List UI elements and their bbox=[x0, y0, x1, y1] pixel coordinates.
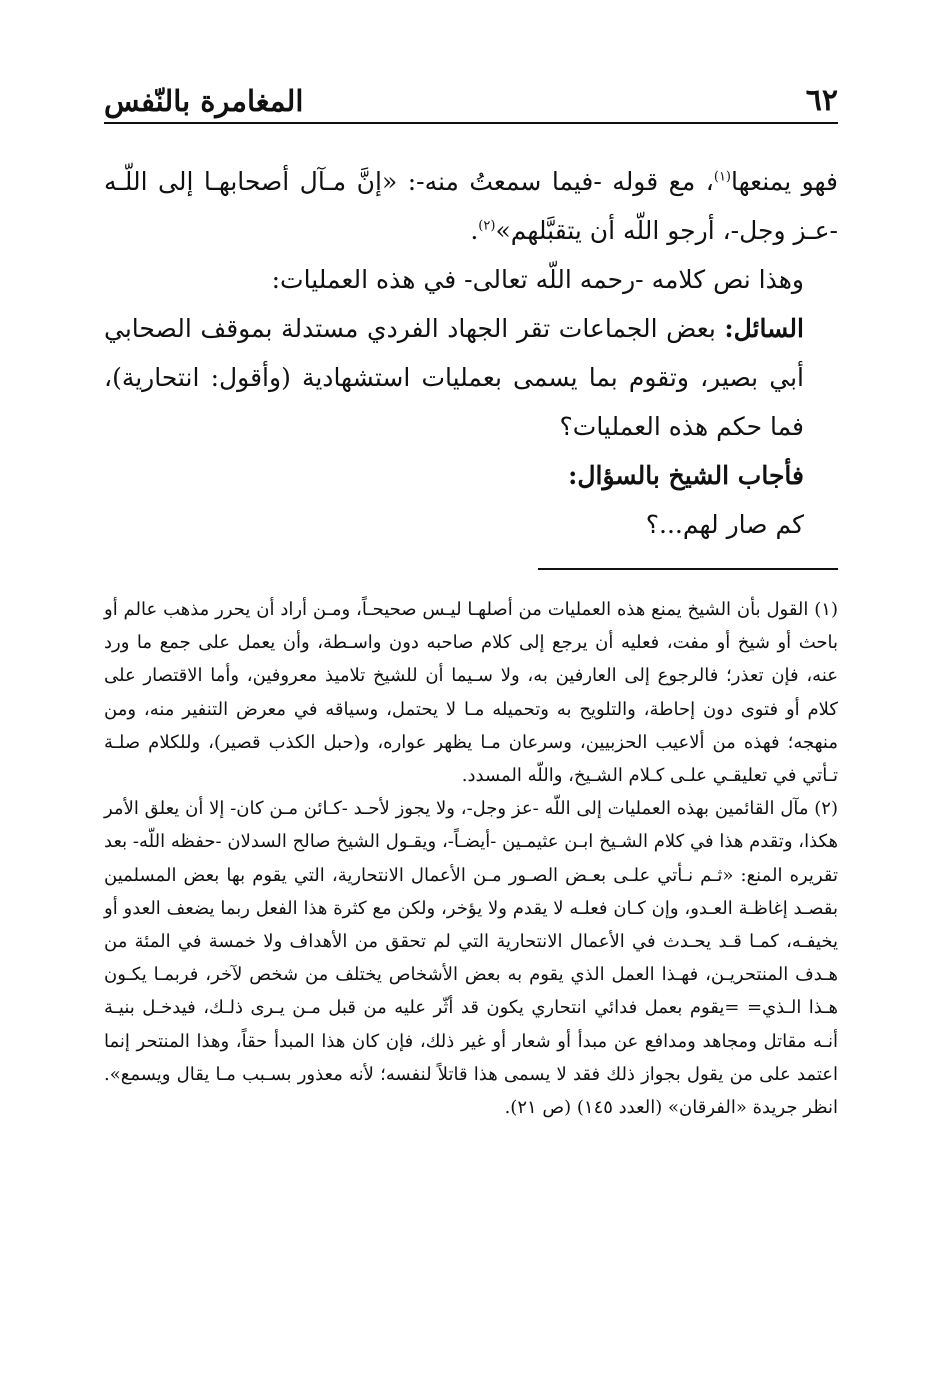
paragraph-3 bbox=[104, 304, 838, 451]
answer-question: كم صار لهم...؟ bbox=[645, 510, 804, 539]
footnote-1: (١) القول بأن الشيخ يمنع هذه العمليات من أصلهـا ليـس صحيحـاً، ومـن أراد أن يحرر مذهب عالم أو باحث أو شيخ أو مفت، فعليه أن يرجع إلى كلام صاحبه دون واسـطة، وأن يعمل على جمع ما ورد عنه، فإن تعذر؛ فالرجوع إلى العارفين به، ولا سـيما أن للشيخ تلاميذ معروفين، وأما الاقتصار على كلام أو فتوى دون إحاطة، والتلويح به وتحميله مـا لا يحتمل، وسياقه في معرض التنفير منه، ومن منهجه؛ فهذه من ألاعيب الحزبيين، وسرعان مـا يظهر عواره، و(حبل الكذب قصير)، وللكلام صلـة تـأتي في تعليقـي علـى كـلام الشـيخ، واللّه المسدد. bbox=[104, 599, 838, 787]
footnote-ref-1: (١) bbox=[713, 169, 731, 185]
footnote-2: (٢) مآل القائمين بهذه العمليات إلى اللّه -عز وجل-، ولا يجوز لأحـد -كـائن مـن كان- إلا أن يعلق الأمر هكذا، وتقدم هذا في كلام الشـيخ ابـن عثيمـين -أيضـاً-، ويقـول الشيخ صالح السدلان -حفظه اللّه- بعد تقريره المنع: «ثـم نـأتي علـى بعـض الصـور مـن الأعمال الانتحارية، التي يقوم بها بعض المسلمين بقصـد إغاظـة العـدو، وإن كـان فعلـه لا يقدم ولا يؤخر، ولكن مع كثرة هذا الفعل ربما يضعف العدو أو يخيفـه، كمـا قـد يحـدث في الأعمال الانتحارية التي لم تحقق من الأهداف ولا خمسة في المئة من هـدف المنتحريـن، فهـذا العمل الذي يقوم به بعض الأشخاص يختلف من شخص لآخر، فربمـا يكـون هـذا الـذي= =يقوم بعمل فدائي انتحاري يكون قد أثّر عليه من قبل مـن يـرى ذلـك، فيدخـل بنيـة أنـه مقاتل ومجاهد ومدافع عن مبدأ أو شعار أو غير ذلك، فإن كان هذا المبدأ حقاً، وهذا المنتحر إنما اعتمد على من يقول بجواز ذلك فقد لا يسمى هذا قاتلاً لنفسه؛ لأنه معذور بسـبب مـا يقال ويسمع». انظر جريدة «الفرقان» (العدد ١٤٥) (ص ٢١). bbox=[104, 798, 838, 1119]
paragraph-1-text-b: ، مع قوله -فيما سمعتُ منه-: «إنَّ مـآل أصحابهـا إلى اللّـه -عـز وجل-، أرجو اللّه أن يتقبَّلهم» bbox=[104, 167, 838, 245]
page-header bbox=[104, 78, 838, 118]
paragraph-1-text-c: . bbox=[470, 216, 479, 245]
questioner-label: السائل: bbox=[724, 314, 804, 343]
paragraph-1 bbox=[104, 157, 838, 255]
question-text: بعض الجماعات تقر الجهاد الفردي مستدلة بموقف الصحابي أبي بصير، وتقوم بما يسمى بعمليات استشهادية (وأقول: انتحارية)، فما حكم هذه العمليات؟ bbox=[104, 314, 804, 441]
paragraph-2: وهذا نص كلامه -رحمه اللّه تعالى- في هذه العمليات: bbox=[271, 265, 804, 294]
running-title: المغامرة بالنّفس bbox=[104, 84, 304, 118]
main-text bbox=[104, 157, 838, 549]
footnote-ref-2: (٢) bbox=[478, 218, 496, 234]
paragraph-1-text-a: فهو يمنعها bbox=[731, 167, 839, 196]
footnotes bbox=[104, 593, 838, 1124]
footnote-separator bbox=[538, 568, 838, 570]
header-rule bbox=[104, 122, 838, 124]
answer-intro: فأجاب الشيخ بالسؤال: bbox=[568, 461, 804, 490]
page-number: ٦٢ bbox=[805, 83, 838, 118]
